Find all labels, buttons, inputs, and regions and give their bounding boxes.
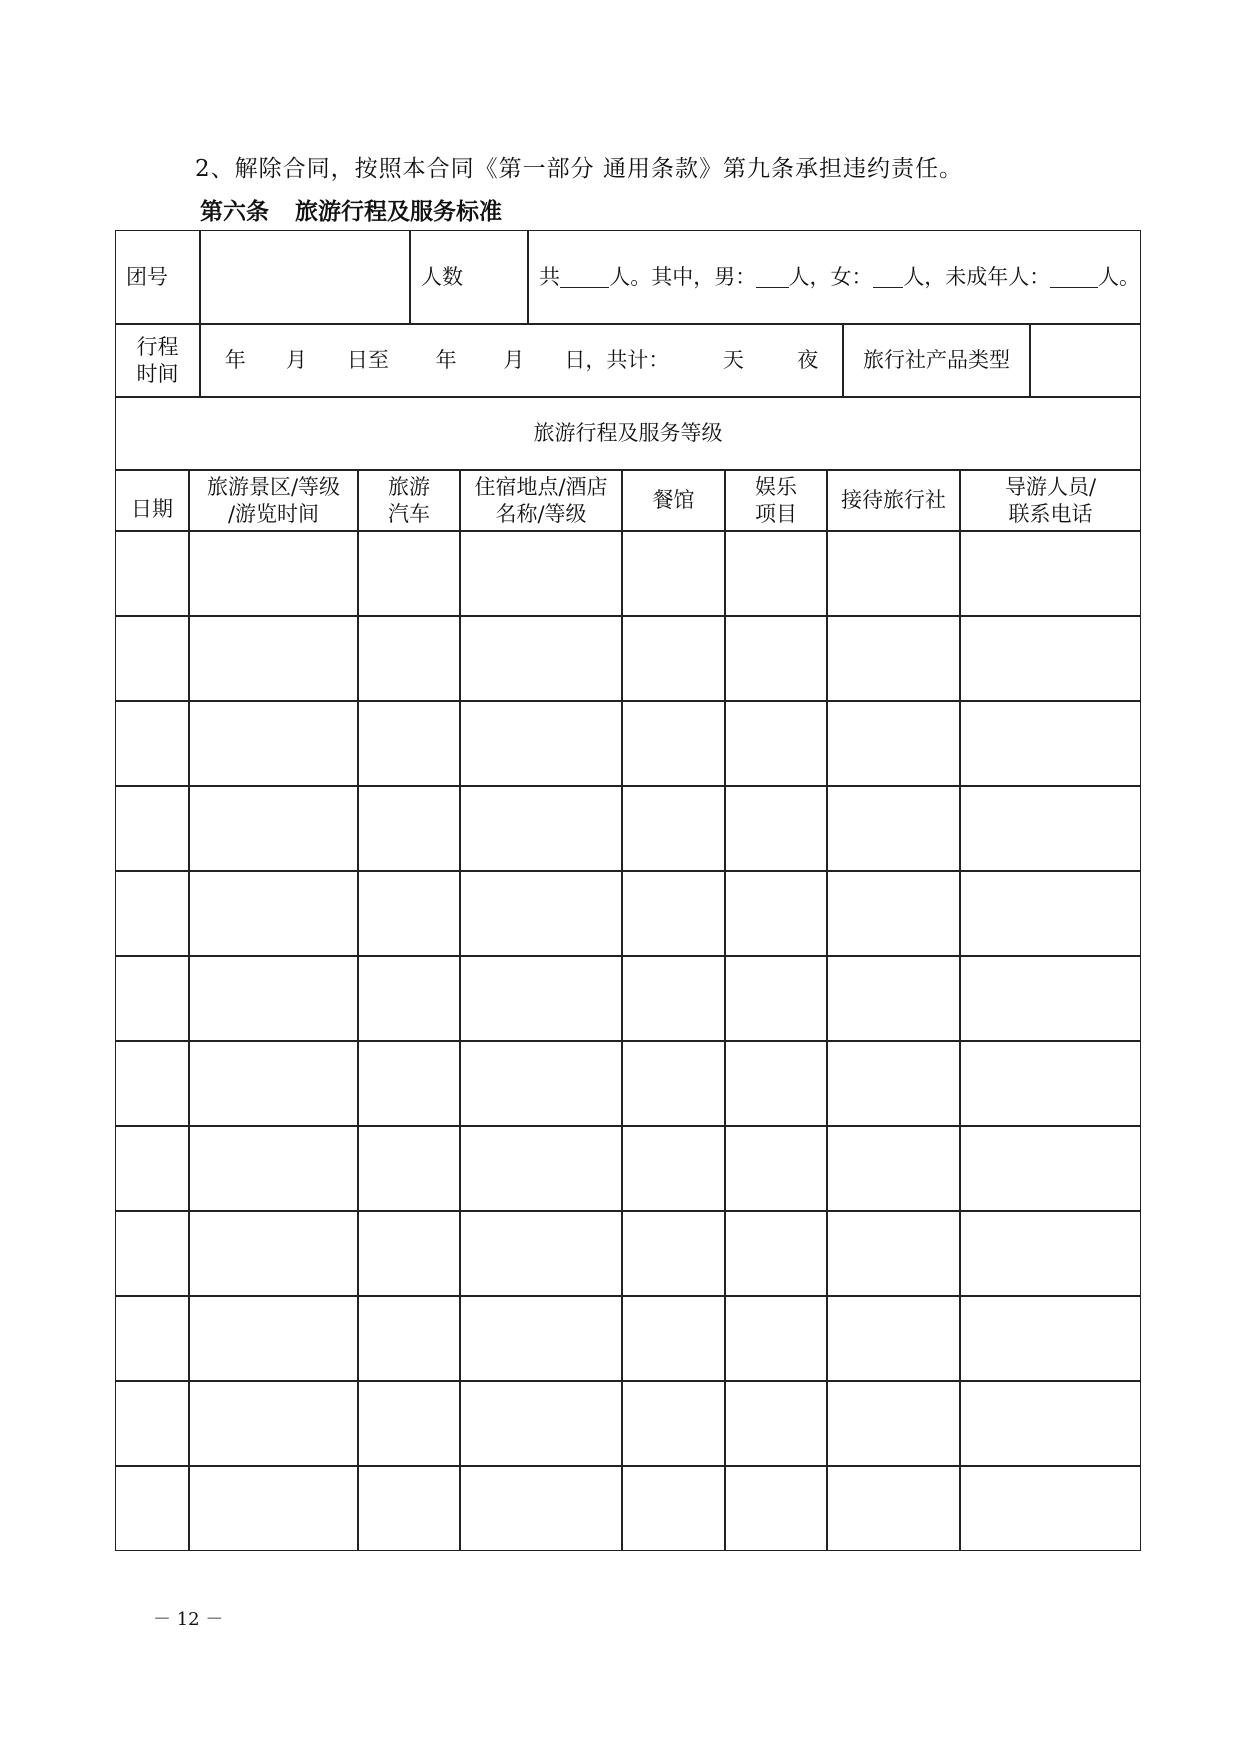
table-cell-tour-guide[interactable] xyxy=(960,616,1141,701)
article-title: 旅游行程及服务标准 xyxy=(295,199,502,225)
people-label: 人数 xyxy=(410,230,528,324)
table-cell-scenic-spot[interactable] xyxy=(189,956,358,1041)
table-cell-tour-guide[interactable] xyxy=(960,701,1141,786)
table-cell-reception-agency[interactable] xyxy=(827,616,960,701)
table-cell-accommodation[interactable] xyxy=(460,956,622,1041)
column-header-line1: 日期 xyxy=(131,496,173,521)
column-header-scenic-spot xyxy=(189,470,358,531)
table-cell-reception-agency[interactable] xyxy=(827,1126,960,1211)
table-cell-scenic-spot[interactable] xyxy=(189,616,358,701)
table-cell-entertainment[interactable] xyxy=(725,1466,827,1551)
table-cell-accommodation[interactable] xyxy=(460,1211,622,1296)
table-cell-tour-bus[interactable] xyxy=(358,1126,460,1211)
column-header-restaurant xyxy=(622,470,725,531)
table-cell-scenic-spot[interactable] xyxy=(189,786,358,871)
column-header-entertainment xyxy=(725,470,827,531)
female-count-blank[interactable] xyxy=(873,267,904,288)
column-header-reception-agency xyxy=(827,470,960,531)
table-cell-tour-guide[interactable] xyxy=(960,871,1141,956)
table-cell-restaurant[interactable] xyxy=(622,1466,725,1551)
table-cell-entertainment[interactable] xyxy=(725,956,827,1041)
table-cell-date[interactable] xyxy=(115,786,189,871)
table-cell-tour-bus[interactable] xyxy=(358,1466,460,1551)
table-cell-accommodation[interactable] xyxy=(460,531,622,616)
date-day-2: 日，共计： xyxy=(564,348,670,373)
table-cell-tour-guide[interactable] xyxy=(960,1041,1141,1126)
column-header-line1: 旅游 xyxy=(388,475,430,500)
table-cell-date[interactable] xyxy=(115,616,189,701)
clause-paragraph: 2、解除合同，按照本合同《第一部分 通用条款》第九条承担违约责任。 xyxy=(195,156,963,182)
table-cell-date[interactable] xyxy=(115,871,189,956)
table-cell-restaurant[interactable] xyxy=(622,531,725,616)
table-cell-reception-agency[interactable] xyxy=(827,1211,960,1296)
section-title: 旅游行程及服务等级 xyxy=(115,397,1141,470)
date-day-1: 日至 xyxy=(346,348,389,373)
table-cell-tour-guide[interactable] xyxy=(960,956,1141,1041)
table-cell-entertainment[interactable] xyxy=(725,701,827,786)
column-header-tour-bus xyxy=(358,470,460,531)
minor-prefix: 人，未成年人： xyxy=(903,264,1051,289)
table-cell-accommodation[interactable] xyxy=(460,1041,622,1126)
article-heading xyxy=(200,193,502,226)
male-prefix: 人。其中，男： xyxy=(609,264,757,289)
male-count-blank[interactable] xyxy=(756,267,788,288)
product-type-field[interactable] xyxy=(1030,324,1141,397)
table-cell-tour-bus[interactable] xyxy=(358,956,460,1041)
female-prefix: 人，女： xyxy=(788,264,873,289)
table-cell-restaurant[interactable] xyxy=(622,701,725,786)
column-header-line2: /游览时间 xyxy=(227,501,320,526)
table-cell-tour-bus[interactable] xyxy=(358,1296,460,1381)
column-header-tour-guide xyxy=(960,470,1141,531)
table-cell-restaurant[interactable] xyxy=(622,956,725,1041)
table-cell-tour-guide[interactable] xyxy=(960,1466,1141,1551)
product-type-label: 旅行社产品类型 xyxy=(843,324,1030,397)
table-cell-date[interactable] xyxy=(115,1211,189,1296)
table-cell-reception-agency[interactable] xyxy=(827,786,960,871)
table-cell-tour-bus[interactable] xyxy=(358,701,460,786)
table-cell-accommodation[interactable] xyxy=(460,1381,622,1466)
table-cell-tour-bus[interactable] xyxy=(358,871,460,956)
table-cell-tour-guide[interactable] xyxy=(960,531,1141,616)
date-days: 天 xyxy=(722,348,744,373)
table-cell-accommodation[interactable] xyxy=(460,871,622,956)
table-cell-reception-agency[interactable] xyxy=(827,1381,960,1466)
table-cell-entertainment[interactable] xyxy=(725,1296,827,1381)
table-cell-scenic-spot[interactable] xyxy=(189,1211,358,1296)
table-cell-entertainment[interactable] xyxy=(725,1381,827,1466)
group-no-field[interactable] xyxy=(200,230,410,324)
date-month-1: 月 xyxy=(285,348,307,373)
table-cell-restaurant[interactable] xyxy=(622,1296,725,1381)
table-cell-entertainment[interactable] xyxy=(725,871,827,956)
table-cell-restaurant[interactable] xyxy=(622,1126,725,1211)
column-header-line1: 娱乐 xyxy=(755,475,797,500)
table-cell-tour-bus[interactable] xyxy=(358,616,460,701)
table-cell-entertainment[interactable] xyxy=(725,786,827,871)
table-cell-accommodation[interactable] xyxy=(460,786,622,871)
column-header-line1: 接待旅行社 xyxy=(841,488,946,513)
table-cell-scenic-spot[interactable] xyxy=(189,871,358,956)
table-cell-tour-guide[interactable] xyxy=(960,1381,1141,1466)
table-cell-reception-agency[interactable] xyxy=(827,1296,960,1381)
table-cell-accommodation[interactable] xyxy=(460,701,622,786)
column-header-line2: 汽车 xyxy=(388,501,430,526)
table-cell-date[interactable] xyxy=(115,1381,189,1466)
table-cell-entertainment[interactable] xyxy=(725,1126,827,1211)
column-header-line2: 项目 xyxy=(755,501,797,526)
table-cell-tour-guide[interactable] xyxy=(960,1211,1141,1296)
total-prefix: 共 xyxy=(539,264,560,289)
table-cell-restaurant[interactable] xyxy=(622,1211,725,1296)
table-cell-tour-bus[interactable] xyxy=(358,531,460,616)
column-header-line1: 餐馆 xyxy=(652,488,695,513)
table-cell-tour-guide[interactable] xyxy=(960,1126,1141,1211)
column-header-line2: 名称/等级 xyxy=(495,501,587,526)
column-header-line1: 导游人员/ xyxy=(1004,475,1097,500)
table-cell-reception-agency[interactable] xyxy=(827,701,960,786)
table-cell-restaurant[interactable] xyxy=(622,616,725,701)
date-year-2: 年 xyxy=(435,348,457,373)
table-cell-scenic-spot[interactable] xyxy=(189,531,358,616)
trip-time-label xyxy=(115,324,200,397)
table-cell-scenic-spot[interactable] xyxy=(189,1466,358,1551)
table-cell-reception-agency[interactable] xyxy=(827,956,960,1041)
table-cell-date[interactable] xyxy=(115,1466,189,1551)
table-cell-restaurant[interactable] xyxy=(622,786,725,871)
minor-count-blank[interactable] xyxy=(1050,267,1098,288)
table-cell-restaurant[interactable] xyxy=(622,1041,725,1126)
table-cell-entertainment[interactable] xyxy=(725,531,827,616)
group-no-label: 团号 xyxy=(115,230,200,324)
table-cell-date[interactable] xyxy=(115,531,189,616)
date-year-1: 年 xyxy=(224,348,246,373)
date-month-2: 月 xyxy=(503,348,525,373)
table-cell-scenic-spot[interactable] xyxy=(189,1381,358,1466)
table-cell-date[interactable] xyxy=(115,701,189,786)
column-header-line2: 联系电话 xyxy=(1008,501,1093,526)
table-cell-tour-bus[interactable] xyxy=(358,786,460,871)
table-cell-reception-agency[interactable] xyxy=(827,531,960,616)
table-cell-accommodation[interactable] xyxy=(460,1126,622,1211)
table-cell-accommodation[interactable] xyxy=(460,1466,622,1551)
table-cell-restaurant[interactable] xyxy=(622,871,725,956)
table-cell-reception-agency[interactable] xyxy=(827,1041,960,1126)
table-cell-entertainment[interactable] xyxy=(725,1041,827,1126)
table-cell-tour-guide[interactable] xyxy=(960,1296,1141,1381)
table-cell-scenic-spot[interactable] xyxy=(189,701,358,786)
people-count-field[interactable] xyxy=(528,230,1141,324)
table-cell-date[interactable] xyxy=(115,1296,189,1381)
table-cell-scenic-spot[interactable] xyxy=(189,1296,358,1381)
table-cell-scenic-spot[interactable] xyxy=(189,1126,358,1211)
table-cell-accommodation[interactable] xyxy=(460,616,622,701)
itinerary-table xyxy=(116,231,1142,1552)
column-header-line1: 住宿地点/酒店 xyxy=(474,475,608,500)
date-nights: 夜 xyxy=(797,348,819,373)
minor-suffix: 人。 xyxy=(1098,264,1140,289)
table-cell-tour-bus[interactable] xyxy=(358,1041,460,1126)
table-cell-reception-agency[interactable] xyxy=(827,871,960,956)
table-cell-tour-bus[interactable] xyxy=(358,1381,460,1466)
trip-time-label-line1: 行程 xyxy=(136,335,179,360)
table-cell-restaurant[interactable] xyxy=(622,1381,725,1466)
column-header-date xyxy=(115,470,189,531)
table-cell-accommodation[interactable] xyxy=(460,1296,622,1381)
table-cell-date[interactable] xyxy=(115,956,189,1041)
column-header-line1: 旅游景区/等级 xyxy=(206,475,341,500)
trip-date-field[interactable] xyxy=(200,324,843,397)
page-number: － 12 － xyxy=(153,1609,224,1630)
total-count-blank[interactable] xyxy=(560,267,609,288)
column-header-accommodation xyxy=(460,470,622,531)
table-cell-tour-bus[interactable] xyxy=(358,1211,460,1296)
table-cell-date[interactable] xyxy=(115,1126,189,1211)
trip-time-label-line2: 时间 xyxy=(136,361,179,386)
table-cell-tour-guide[interactable] xyxy=(960,786,1141,871)
table-cell-date[interactable] xyxy=(115,1041,189,1126)
table-cell-entertainment[interactable] xyxy=(725,616,827,701)
table-cell-reception-agency[interactable] xyxy=(827,1466,960,1551)
article-number: 第六条 xyxy=(200,199,269,225)
table-cell-entertainment[interactable] xyxy=(725,1211,827,1296)
table-cell-scenic-spot[interactable] xyxy=(189,1041,358,1126)
